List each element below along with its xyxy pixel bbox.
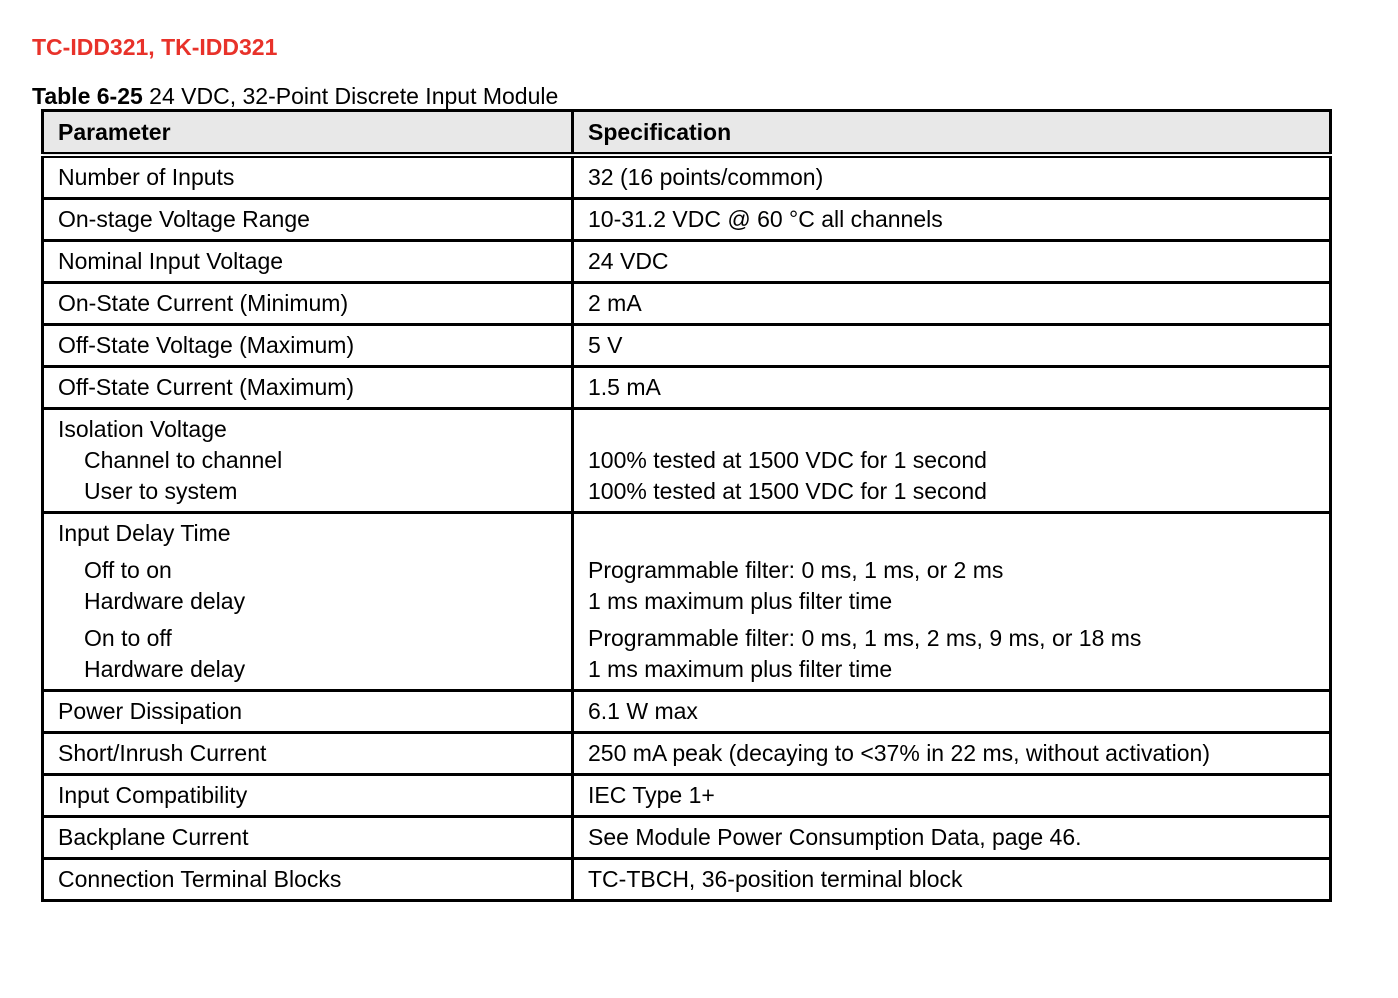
- table-header-row: [43, 111, 1331, 156]
- param-cell: Nominal Input Voltage: [43, 241, 573, 283]
- param-cell: Short/Inrush Current: [43, 733, 573, 775]
- spec-cell: TC-TBCH, 36-position terminal block: [573, 859, 1331, 901]
- sub-spec-value: 1 ms maximum plus filter time: [588, 588, 893, 614]
- param-cell: On-stage Voltage Range: [43, 199, 573, 241]
- spec-cell: 1.5 mA: [573, 367, 1331, 409]
- spec-cell: 2 mA: [573, 283, 1331, 325]
- param-cell: [43, 409, 573, 513]
- sub-param-label: User to system: [84, 478, 238, 504]
- table-row: [43, 691, 1331, 733]
- spec-cell: [573, 409, 1331, 513]
- spec-cell: [573, 513, 1331, 691]
- sub-spec-value: 1 ms maximum plus filter time: [588, 656, 893, 682]
- spec-cell: See Module Power Consumption Data, page 46.: [573, 817, 1331, 859]
- sub-param-label: Hardware delay: [84, 588, 246, 614]
- sub-param-label: Channel to channel: [84, 447, 283, 473]
- table-row-isolation-voltage: [43, 409, 1331, 513]
- table-caption-number: Table 6-25: [32, 83, 143, 109]
- sub-param-label: Off to on: [84, 557, 172, 583]
- table-caption-title: 24 VDC, 32-Point Discrete Input Module: [142, 83, 559, 109]
- sub-spec-value: Programmable filter: 0 ms, 1 ms, or 2 ms: [588, 557, 1004, 583]
- spacer: [588, 414, 1315, 445]
- param-cell: Off-State Current (Maximum): [43, 367, 573, 409]
- param-cell: [43, 513, 573, 691]
- param-group-label: Input Delay Time: [58, 520, 231, 546]
- sub-spec-value: 100% tested at 1500 VDC for 1 second: [588, 478, 987, 504]
- sub-spec-value: Programmable filter: 0 ms, 1 ms, 2 ms, 9 ms, or 18 ms: [588, 625, 1142, 651]
- specification-table: [41, 109, 1332, 902]
- table-row: [43, 775, 1331, 817]
- param-cell: Connection Terminal Blocks: [43, 859, 573, 901]
- spec-cell: IEC Type 1+: [573, 775, 1331, 817]
- param-cell: Input Compatibility: [43, 775, 573, 817]
- table-row: [43, 155, 1331, 199]
- spacer: [588, 518, 1315, 549]
- table-row: [43, 199, 1331, 241]
- spec-cell: 24 VDC: [573, 241, 1331, 283]
- spec-cell: 5 V: [573, 325, 1331, 367]
- header-parameter: Parameter: [43, 111, 573, 156]
- table-row: [43, 241, 1331, 283]
- param-cell: Backplane Current: [43, 817, 573, 859]
- param-group-label: Isolation Voltage: [58, 416, 227, 442]
- spec-cell: 6.1 W max: [573, 691, 1331, 733]
- header-specification: Specification: [573, 111, 1331, 156]
- table-row-input-delay-time: [43, 513, 1331, 691]
- sub-param-label: Hardware delay: [84, 656, 246, 682]
- sub-spec-value: 100% tested at 1500 VDC for 1 second: [588, 447, 987, 473]
- spec-cell: 32 (16 points/common): [573, 155, 1331, 199]
- sub-param-label: On to off: [84, 625, 172, 651]
- table-row: [43, 733, 1331, 775]
- param-cell: Number of Inputs: [43, 155, 573, 199]
- param-cell: On-State Current (Minimum): [43, 283, 573, 325]
- table-row: [43, 325, 1331, 367]
- table-row: [43, 367, 1331, 409]
- table-row: [43, 817, 1331, 859]
- spec-cell: 250 mA peak (decaying to <37% in 22 ms, without activation): [573, 733, 1331, 775]
- param-cell: Off-State Voltage (Maximum): [43, 325, 573, 367]
- table-row: [43, 859, 1331, 901]
- document-heading: TC-IDD321, TK-IDD321: [32, 34, 278, 60]
- table-row: [43, 283, 1331, 325]
- table-caption: [32, 82, 558, 110]
- spec-cell: 10-31.2 VDC @ 60 °C all channels: [573, 199, 1331, 241]
- param-cell: Power Dissipation: [43, 691, 573, 733]
